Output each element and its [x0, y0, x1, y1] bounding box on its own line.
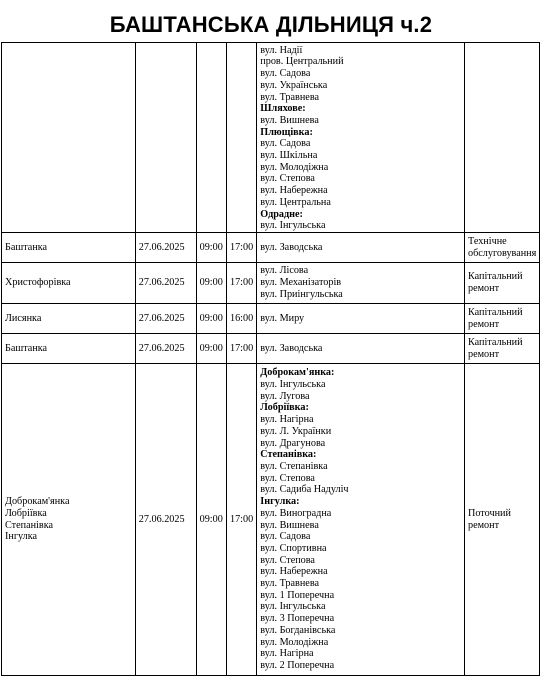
end-time-cell: 17:00 [226, 334, 256, 364]
street-item: вул. Степова [260, 173, 315, 185]
end-time-cell: 17:00 [226, 364, 256, 676]
streets-cell [257, 43, 465, 233]
street-item: вул. 2 Поперечна [260, 659, 335, 671]
street-item: вул. Миру [260, 312, 305, 324]
work-type-cell: Капітальний ремонт [464, 334, 539, 364]
settlement-cell: Лисянка [2, 304, 136, 334]
street-item: вул. Нагірна [260, 648, 314, 660]
work-type-cell: Капітальний ремонт [464, 263, 539, 304]
start-time-cell: 09:00 [196, 334, 226, 364]
settlement-cell: Баштанка [2, 334, 136, 364]
street-item: вул. Степова [260, 554, 315, 566]
date-cell: 27.06.2025 [135, 263, 196, 304]
start-time-cell: 09:00 [196, 304, 226, 334]
street-item: вул. Богданівська [260, 624, 336, 636]
end-time-cell: 17:00 [226, 263, 256, 304]
settlement-cell: Баштанка [2, 233, 136, 263]
street-item: вул. Садова [260, 138, 311, 150]
locality-heading: Лобріївка: [260, 402, 309, 414]
street-item: вул. Садова [260, 68, 311, 80]
locality-heading: Плющівка: [260, 126, 313, 138]
street-item: вул. Заводська [260, 241, 323, 253]
street-item: вул. Травнева [260, 91, 320, 103]
end-time-cell [226, 43, 256, 233]
street-item: вул. Драгунова [260, 437, 326, 449]
locality-heading: Шляхове: [260, 103, 306, 115]
date-cell [135, 43, 196, 233]
page-title: БАШТАНСЬКА ДІЛЬНИЦЯ ч.2 [109, 12, 433, 37]
street-item: вул. Виноградна [260, 507, 332, 519]
street-item: вул. Молодіжна [260, 636, 329, 648]
locality-heading: Одрадне: [260, 208, 303, 220]
start-time-cell: 09:00 [196, 233, 226, 263]
locality-heading: Степанівка: [260, 449, 317, 461]
streets-cell [257, 364, 465, 676]
outage-schedule [0, 44, 542, 694]
street-item: вул. Набережна [260, 566, 328, 578]
start-time-cell [196, 43, 226, 233]
streets-cell [257, 304, 465, 334]
work-type-cell: Технічне обслуговування [464, 233, 539, 263]
settlement-cell: Доброкам'янка Лобріївка Степанівка Інгулка [2, 364, 136, 676]
locality-heading: Інгулка: [260, 496, 300, 508]
work-type-cell: Поточний ремонт [464, 364, 539, 676]
street-item: вул. Лісова [260, 265, 309, 277]
table-row [2, 364, 540, 676]
street-item: пров. Центральний [260, 56, 344, 68]
street-item: вул. Нагірна [260, 414, 314, 426]
street-item: вул. Вишнева [260, 114, 319, 126]
street-item: вул. Заводська [260, 342, 323, 354]
streets-cell [257, 263, 465, 304]
start-time-cell: 09:00 [196, 263, 226, 304]
settlement-cell: Христофорівка [2, 263, 136, 304]
work-type-cell [464, 43, 539, 233]
street-item: вул. Вишнева [260, 519, 319, 531]
table-row [2, 304, 540, 334]
street-item: вул. Степанівка [260, 460, 328, 472]
end-time-cell: 16:00 [226, 304, 256, 334]
street-item: вул. Л. Українки [260, 425, 332, 437]
street-item: вул. Садиба Надуліч [260, 484, 349, 496]
street-item: вул. Надії [260, 44, 303, 56]
street-item: вул. Українська [260, 79, 328, 91]
locality-heading: Доброкам'янка: [260, 367, 335, 379]
streets-cell [257, 334, 465, 364]
street-item: вул. Травнева [260, 578, 320, 590]
street-item: вул. 3 Поперечна [260, 613, 335, 625]
street-item: вул. Інгульська [260, 379, 326, 391]
table-row [2, 233, 540, 263]
outage-table-body [2, 43, 540, 676]
table-row [2, 263, 540, 304]
start-time-cell: 09:00 [196, 364, 226, 676]
street-item: вул. Садова [260, 531, 311, 543]
settlement-cell [2, 43, 136, 233]
work-type-cell: Капітальний ремонт [464, 304, 539, 334]
street-item: вул. Лугова [260, 390, 310, 402]
outage-table [1, 42, 540, 676]
table-row [2, 43, 540, 233]
table-row [2, 334, 540, 364]
street-item: вул. Механізаторів [260, 277, 342, 289]
date-cell: 27.06.2025 [135, 304, 196, 334]
street-item: вул. Інгульська [260, 601, 326, 613]
date-cell: 27.06.2025 [135, 334, 196, 364]
street-item: вул. 1 Поперечна [260, 589, 335, 601]
street-item: вул. Молодіжна [260, 161, 329, 173]
end-time-cell: 17:00 [226, 233, 256, 263]
date-cell: 27.06.2025 [135, 233, 196, 263]
street-item: вул. Шкільна [260, 150, 318, 162]
date-cell: 27.06.2025 [135, 364, 196, 676]
street-item: вул. Інгульська [260, 220, 326, 232]
streets-cell [257, 233, 465, 263]
street-item: вул. Спортивна [260, 542, 327, 554]
street-item: вул. Приінгульська [260, 288, 343, 300]
street-item: вул. Набережна [260, 185, 328, 197]
street-item: вул. Степова [260, 472, 315, 484]
street-item: вул. Центральна [260, 196, 331, 208]
